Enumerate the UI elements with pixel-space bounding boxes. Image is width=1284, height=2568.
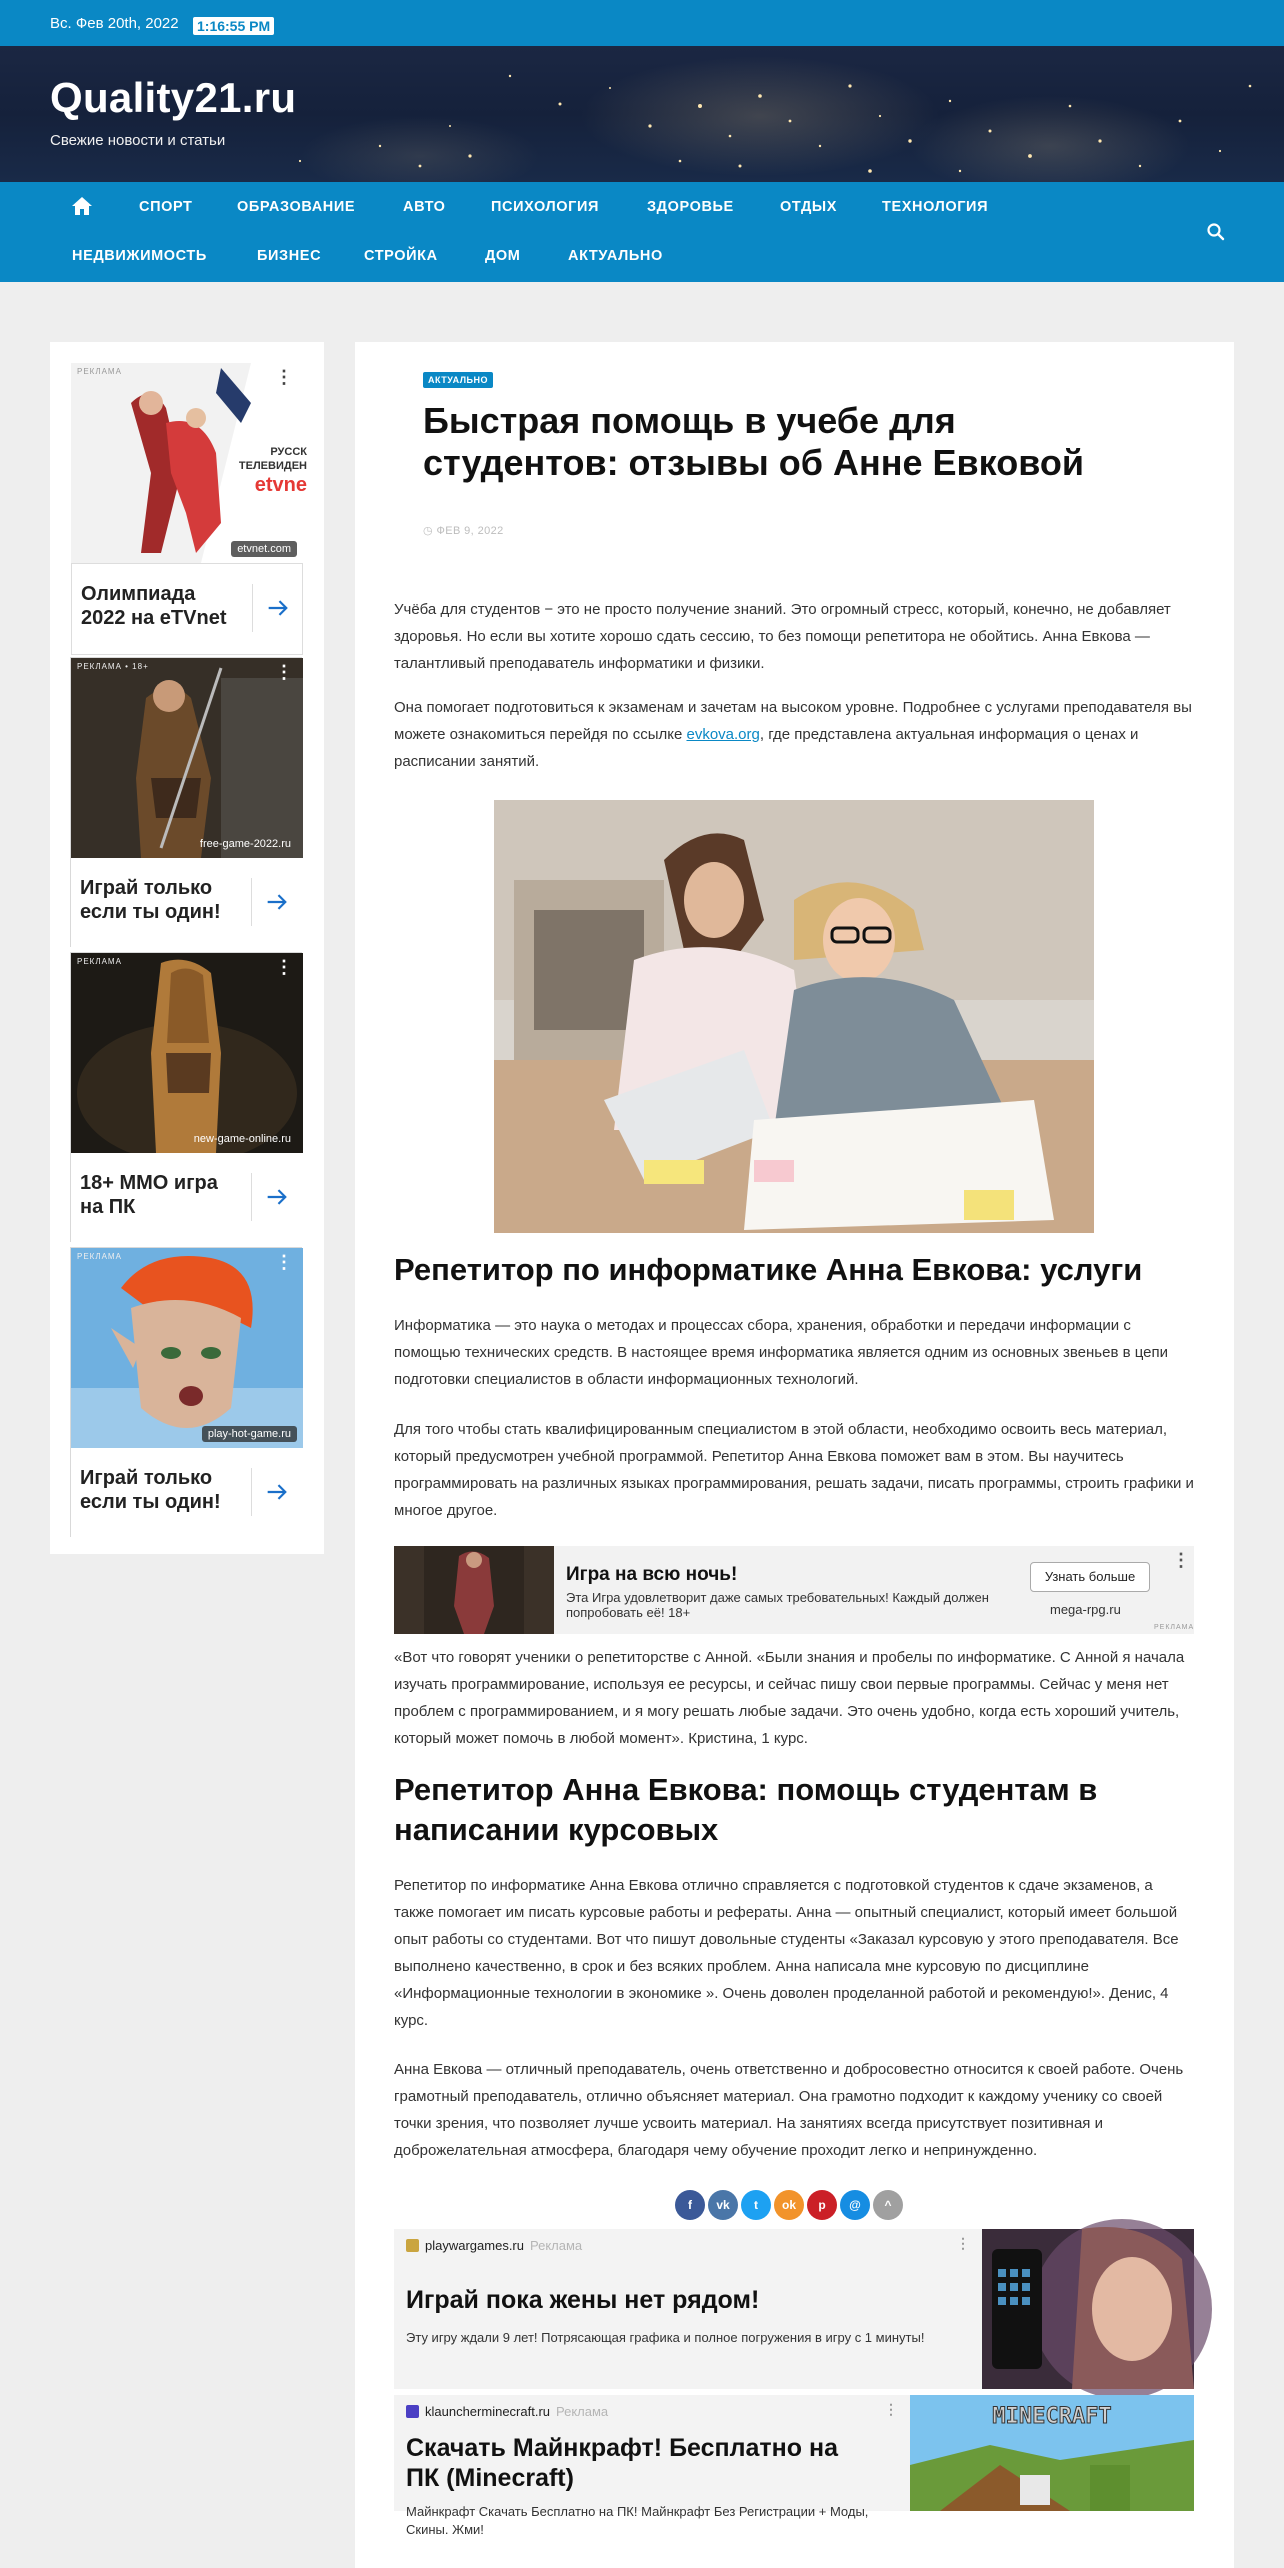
ad-bottom[interactable] — [71, 1153, 303, 1245]
twitter-share-icon[interactable]: t — [741, 2190, 771, 2220]
article-paragraph — [394, 694, 1194, 775]
arrow-right-icon[interactable] — [251, 1173, 299, 1221]
main-navigation — [0, 182, 1284, 282]
nav-item-home[interactable]: ДОМ — [485, 248, 521, 264]
article-text: Она помогает подготовиться к экзаменам и зачетам на высоком уровне. Подробнее с услугами преподавателя вы можете ознакомиться перейдя по ссылке — [394, 699, 1192, 743]
article-photo — [494, 800, 1094, 1233]
email-share-icon[interactable]: @ — [840, 2190, 870, 2220]
sidebar-ad[interactable] — [70, 1247, 302, 1537]
nav-item-leisure[interactable]: ОТДЫХ — [780, 199, 837, 215]
clock-icon: ◷ — [423, 525, 437, 537]
inline-ad[interactable] — [394, 1546, 1194, 1634]
ad-title[interactable]: Играй только если ты один! — [80, 877, 221, 923]
arrow-right-icon[interactable] — [251, 878, 299, 926]
favicon-icon — [406, 2239, 419, 2252]
ad-title[interactable]: Играй пока жены нет рядом! — [406, 2286, 760, 2314]
recommended-ad[interactable] — [394, 2395, 1194, 2537]
article-paragraph: Информатика — это наука о методах и процессах сбора, хранения, обработки и передачи информации с помощью технических средств. В настоящее время информатика является одним из основных звеньев в цепи подготовки специалистов в области информационных технологий. — [394, 1317, 1168, 1388]
ad-image[interactable] — [71, 953, 303, 1153]
nav-item-education[interactable]: ОБРАЗОВАНИЕ — [237, 199, 356, 215]
nav-item-auto[interactable]: АВТО — [403, 199, 446, 215]
section-heading: Репетитор Анна Евкова: помощь студентам в написании курсовых — [394, 1772, 1098, 1847]
ad-image[interactable] — [982, 2229, 1194, 2389]
ad-bottom[interactable] — [71, 563, 303, 655]
ad-image-logo: etvne — [254, 474, 307, 496]
site-title[interactable]: Quality21.ru — [50, 74, 297, 121]
more-share-icon[interactable]: ^ — [873, 2190, 903, 2220]
ad-image[interactable] — [71, 658, 303, 858]
article-text: , где представлена актуальная информация о ценах и расписании занятий. — [394, 726, 1139, 770]
sidebar-ad[interactable] — [70, 362, 307, 652]
more-icon[interactable]: ⋮ — [956, 2235, 970, 2251]
ad-text: Эту игру ждали 9 лет! Потрясающая графика и полное погружения в игру с 1 минуты! — [406, 2330, 925, 2345]
ad-tag: РЕКЛАМА — [77, 957, 122, 966]
ad-image[interactable] — [394, 1546, 554, 1634]
ad-tag: РЕКЛАМА — [77, 1252, 122, 1261]
learn-more-button[interactable]: Узнать больше — [1030, 1562, 1150, 1592]
nav-item-realty[interactable]: НЕДВИЖИМОСТЬ — [72, 248, 207, 264]
more-icon[interactable]: ⋮ — [1172, 1550, 1190, 1570]
sidebar — [50, 342, 324, 1554]
more-icon[interactable]: ⋮ — [275, 957, 293, 977]
nav-item-business[interactable]: БИЗНЕС — [257, 248, 322, 264]
more-icon[interactable]: ⋮ — [884, 2401, 898, 2417]
pinterest-share-icon[interactable]: p — [807, 2190, 837, 2220]
evkova-link[interactable]: evkova.org — [686, 726, 760, 743]
ad-title[interactable]: Скачать Майнкрафт! Бесплатно на ПК (Minecraft) — [406, 2434, 838, 2492]
more-icon[interactable]: ⋮ — [275, 367, 293, 387]
ad-title[interactable]: Олимпиада 2022 на eTVnet — [81, 583, 227, 629]
ad-bottom[interactable] — [71, 858, 303, 950]
sidebar-ad[interactable] — [70, 657, 302, 947]
ad-label: Реклама — [530, 2238, 583, 2253]
ad-text: Майнкрафт Скачать Бесплатно на ПК! Майнкрафт Без Регистрации + Моды, Скины. Жми! — [406, 2504, 869, 2537]
search-icon[interactable] — [1206, 222, 1226, 242]
ad-image-text: MINECRAFT — [992, 2404, 1112, 2429]
ad-tag: РЕКЛАМА — [77, 367, 122, 376]
odnoklassniki-share-icon[interactable]: ok — [774, 2190, 804, 2220]
ad-title[interactable]: Играй только если ты один! — [80, 1467, 221, 1513]
site-header — [0, 46, 1284, 182]
ad-image-text-2: ТЕЛЕВИДЕН — [238, 460, 307, 472]
section-heading: Репетитор по информатике Анна Евкова: услуги — [394, 1252, 1143, 1287]
article-paragraph: «Вот что говорят ученики о репетиторстве с Анной. «Были знания и пробелы по информатике. С Анной я начала изучать программирование, используя ее ресурсы, и сейчас пишу свои первые программы. Сейчас у меня нет проблем с программированием, и я могу решать любые задачи. Это очень удобно, когда есть хороший учитель, который может помочь в любой момент». Кристина, 1 курс. — [394, 1649, 1185, 1747]
current-date: Вс. Фев 20th, 2022 — [50, 15, 179, 32]
arrow-right-icon[interactable] — [251, 1468, 299, 1516]
article-paragraph: Репетитор по информатике Анна Евкова отлично справляется с подготовкой студентов к сдаче экзаменов, а также помогает им писать курсовые работы и рефераты. Анна — опытный специалист, который имеет большой опыт работы со студентами. Вот что пишут довольные студенты «Заказал курсовую у этого преподавателя. Все выполнено качественно, в срок и без всяких проблем. Анна написала мне курсовую по дисциплине «Информационные технологии в экономике ». Очень доволен проделанной работой и рекомендую!». Денис, 4 курс. — [394, 1877, 1179, 2029]
ad-image-text-1: РУССК — [270, 446, 307, 458]
home-icon[interactable] — [70, 194, 94, 218]
ad-text: Эта Игра удовлетворит даже самых требовательных! Каждый должен попробовать её! 18+ — [566, 1590, 989, 1620]
nav-item-health[interactable]: ЗДОРОВЬЕ — [647, 199, 734, 215]
favicon-icon — [406, 2405, 419, 2418]
arrow-right-icon[interactable] — [252, 584, 300, 632]
ad-bottom[interactable] — [71, 1448, 303, 1540]
ad-domain[interactable]: mega-rpg.ru — [1050, 1602, 1121, 1617]
ad-domain[interactable]: etvnet.com — [231, 541, 297, 557]
sidebar-ad[interactable] — [70, 952, 302, 1242]
article — [355, 342, 1234, 2568]
ad-image[interactable] — [71, 363, 307, 563]
post-date — [423, 524, 504, 537]
ad-tag: РЕКЛАМА • 18+ — [77, 662, 149, 671]
ad-domain[interactable]: klauncherminecraft.ru — [425, 2404, 550, 2419]
ad-title[interactable]: Игра на всю ночь! — [566, 1564, 738, 1585]
recommended-ad[interactable] — [394, 2229, 1194, 2389]
nav-item-construction[interactable]: СТРОЙКА — [364, 248, 438, 264]
ad-domain[interactable]: playwargames.ru — [425, 2238, 524, 2253]
ad-image[interactable] — [71, 1248, 303, 1448]
ad-tag: РЕКЛАМА — [1154, 1624, 1195, 1631]
ad-label: Реклама — [556, 2404, 609, 2419]
article-paragraph: Для того чтобы стать квалифицированным специалистом в этой области, необходимо освоить весь материал, который предусмотрен учебной программой. Репетитор Анна Евкова поможет вам в этом. Вы научитесь программировать на различных языках программирования, решать задачи, писать программы, строить графики и многое другое. — [394, 1421, 1194, 1519]
nav-item-technology[interactable]: ТЕХНОЛОГИЯ — [882, 199, 989, 215]
ad-domain[interactable]: new-game-online.ru — [193, 1133, 291, 1145]
facebook-share-icon[interactable]: f — [675, 2190, 705, 2220]
nav-item-psychology[interactable]: ПСИХОЛОГИЯ — [491, 199, 600, 215]
article-paragraph: Учёба для студентов − это не просто получение знаний. Это огромный стресс, который, конечно, не добавляет здоровья. Но если вы хотите хорошо сдать сессию, то без помощи репетитора не обойтись. Анна Евкова — талантливый преподаватель информатики и физики. — [394, 601, 1171, 672]
current-time: 1:16:55 PM — [193, 17, 274, 35]
post-title: Быстрая помощь в учебе для студентов: отзывы об Анне Евковой — [423, 400, 1084, 483]
site-description: Свежие новости и статьи — [50, 132, 226, 149]
ad-domain[interactable]: play-hot-game.ru — [202, 1426, 297, 1442]
top-info-bar — [0, 0, 1284, 46]
article-paragraph: Анна Евкова — отличный преподаватель, очень ответственно и добросовестно относится к своей работе. Очень грамотный преподаватель, отлично объясняет материал. Она грамотно подходит к каждому ученику со своей точки зрения, что позволяет лучше усвоить материал. На занятиях всегда присутствует позитивная и доброжелательная атмосфера, благодаря чему обучение проходит легко и непринужденно. — [394, 2061, 1184, 2159]
post-date-text: ФЕВ 9, 2022 — [436, 525, 504, 537]
nav-item-actual[interactable]: АКТУАЛЬНО — [568, 248, 663, 264]
category-badge[interactable]: АКТУАЛЬНО — [423, 372, 493, 388]
more-icon[interactable]: ⋮ — [275, 662, 293, 682]
ad-title[interactable]: 18+ MMO игра на ПК — [80, 1172, 218, 1218]
ad-image[interactable] — [910, 2395, 1194, 2511]
nav-item-sport[interactable]: СПОРТ — [139, 199, 193, 215]
ad-domain[interactable]: free-game-2022.ru — [199, 838, 291, 850]
more-icon[interactable]: ⋮ — [275, 1252, 293, 1272]
vk-share-icon[interactable]: vk — [708, 2190, 738, 2220]
